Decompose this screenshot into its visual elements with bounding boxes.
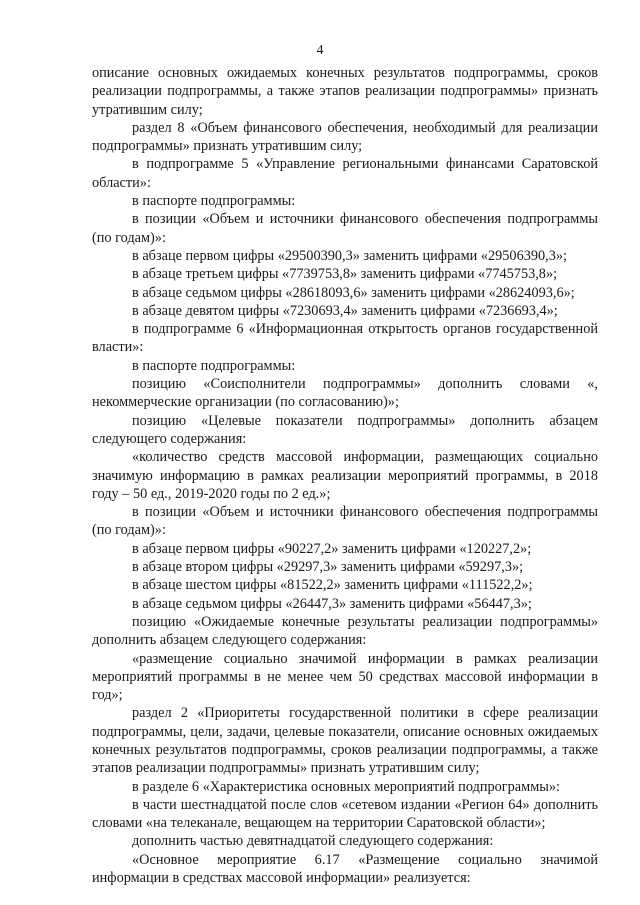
paragraph: в абзаце втором цифры «29297,3» заменить цифрами «59297,3»; (132, 559, 524, 576)
paragraph: позицию «Соисполнители подпрограммы» дополнить словами «, некоммерческие организации (по согласованию)»; (92, 376, 598, 411)
paragraph: раздел 2 «Приоритеты государственной политики в сфере реализации подпрограммы, цели, задачи, целевые показатели, описание основных ожидаемых конечных результатов подпрограммы, сроков реализации подпрограммы, а также этапов реализации подпрограммы» признать утратившим силу; (92, 705, 598, 777)
paragraph: в позиции «Объем и источники финансового обеспечения подпрограммы (по годам)»: (92, 504, 598, 539)
paragraph: в абзаце шестом цифры «81522,2» заменить цифрами «111522,2»; (132, 577, 533, 594)
paragraph: в паспорте подпрограммы: (132, 357, 296, 374)
paragraph: в абзаце первом цифры «90227,2» заменить цифрами «120227,2»; (132, 540, 532, 557)
paragraph: в абзаце девятом цифры «7230693,4» заменить цифрами «7236693,4»; (132, 302, 558, 319)
page-number: 4 (316, 43, 324, 58)
paragraph: в разделе 6 «Характеристика основных мероприятий подпрограммы»: (132, 778, 560, 795)
paragraph: в позиции «Объем и источники финансового обеспечения подпрограммы (по годам)»: (92, 211, 598, 246)
paragraph: позицию «Ожидаемые конечные результаты реализации подпрограммы» дополнить абзацем следующего содержания: (92, 613, 598, 649)
paragraph: в абзаце первом цифры «29500390,3» заменить цифрами «29506390,3»; (132, 247, 568, 264)
paragraph: в подпрограмме 5 «Управление региональными финансами Саратовской области»: (92, 156, 598, 191)
paragraph: в абзаце седьмом цифры «26447,3» заменить цифрами «56447,3»; (132, 595, 532, 612)
paragraph: описание основных ожидаемых конечных результатов подпрограммы, сроков реализации подпрограммы, а также этапов реализации подпрограммы» признать утратившим силу; (92, 65, 598, 118)
paragraph: «количество средств массовой информации, размещающих социально значимую информацию в рамках реализации мероприятий программы, в 2018 году – 50 ед., 2019-2020 годы по 2 ед.»; (92, 449, 598, 502)
paragraph: в подпрограмме 6 «Информационная открытость органов государственной власти»: (92, 321, 598, 356)
paragraph: в части шестнадцатой после слов «сетевом издании «Регион 64» дополнить словами «на телеканале, вещающем на территории Саратовской области»; (92, 796, 598, 832)
paragraph: в абзаце седьмом цифры «28618093,6» заменить цифрами «28624093,6»; (132, 284, 575, 301)
paragraph: «размещение социально значимой информации в рамках реализации мероприятий программы в не менее чем 50 средствах массовой информации в год»; (92, 650, 598, 704)
paragraph: в абзаце третьем цифры «7739753,8» заменить цифрами «7745753,8»; (132, 266, 558, 283)
paragraph: «Основное мероприятие 6.17 «Размещение социально значимой информации в средствах массовой информации» реализуется: (92, 851, 598, 887)
paragraph: раздел 8 «Объем финансового обеспечения, необходимый для реализации подпрограммы» признать утратившим силу; (92, 119, 598, 155)
paragraph: дополнить частью девятнадцатой следующего содержания: (132, 833, 494, 850)
document-body (92, 64, 598, 887)
paragraph: позицию «Целевые показатели подпрограммы» дополнить абзацем следующего содержания: (92, 412, 598, 447)
paragraph: в паспорте подпрограммы: (132, 193, 296, 210)
